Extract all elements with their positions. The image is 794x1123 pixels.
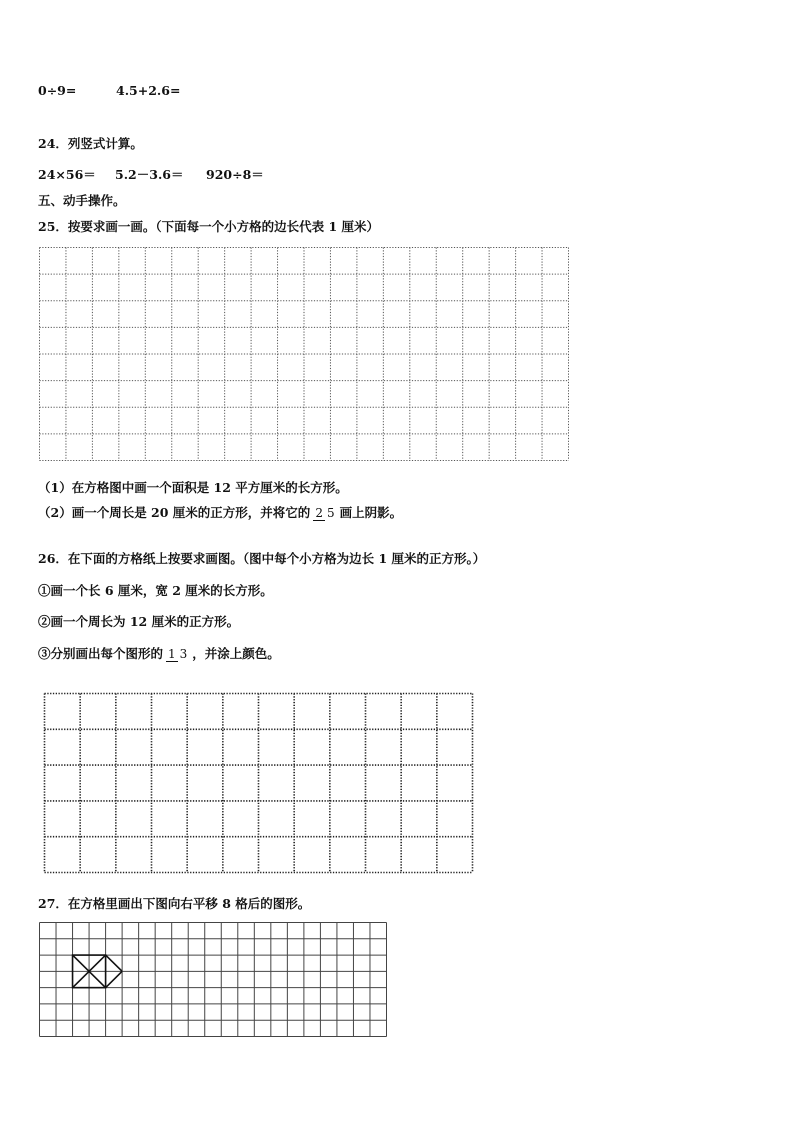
vertical-calc-expression: 24×56＝ <box>38 167 96 182</box>
shape-edge <box>106 971 123 987</box>
question-26-item-1: ①画一个长 6 厘米，宽 2 厘米的长方形。 <box>38 583 273 598</box>
question-25-item-1: （1）在方格图中画一个面积是 12 平方厘米的长方形。 <box>38 480 348 495</box>
question-25-item-2 <box>38 505 402 521</box>
fraction-denominator: 3 <box>179 646 188 661</box>
fraction-denominator: 5 <box>326 505 335 520</box>
item-text: （2）画一个周长是 20 厘米的正方形，并将它的 <box>38 505 311 520</box>
fraction-numerator: 1 <box>168 646 176 661</box>
dotted-grid-25[interactable] <box>39 247 569 461</box>
fraction-numerator: 2 <box>315 505 323 520</box>
calc-expression: 4.5+2.6= <box>116 83 181 98</box>
calc-expression: 0÷9= <box>38 83 77 98</box>
question-26-title: 26．在下面的方格纸上按要求画图。（图中每个小方格为边长 1 厘米的正方形。） <box>38 551 486 566</box>
vertical-calc-expression: 920÷8＝ <box>206 167 264 182</box>
question-24-expressions <box>38 167 264 183</box>
question-26-item-2: ②画一个周长为 12 厘米的正方形。 <box>38 614 240 629</box>
question-24-title: 24．列竖式计算。 <box>38 136 143 151</box>
fraction <box>166 648 189 662</box>
item-text: 画上阴影。 <box>339 505 403 520</box>
question-25-title: 25．按要求画一画。（下面每一个小方格的边长代表 1 厘米） <box>38 219 380 234</box>
shape-edge <box>106 955 123 971</box>
item-text: ③分别画出每个图形的 <box>38 646 164 661</box>
calc-row <box>38 83 180 99</box>
fraction <box>313 507 336 521</box>
dotted-grid-26[interactable] <box>44 693 473 873</box>
question-26-item-3 <box>38 646 280 662</box>
question-27-title: 27．在方格里画出下图向右平移 8 格后的图形。 <box>38 896 311 911</box>
translation-grid-27[interactable] <box>39 922 387 1037</box>
vertical-calc-expression: 5.2－3.6＝ <box>115 167 184 182</box>
section-heading: 五、动手操作。 <box>38 193 126 208</box>
item-text: ，并涂上颜色。 <box>192 646 280 661</box>
